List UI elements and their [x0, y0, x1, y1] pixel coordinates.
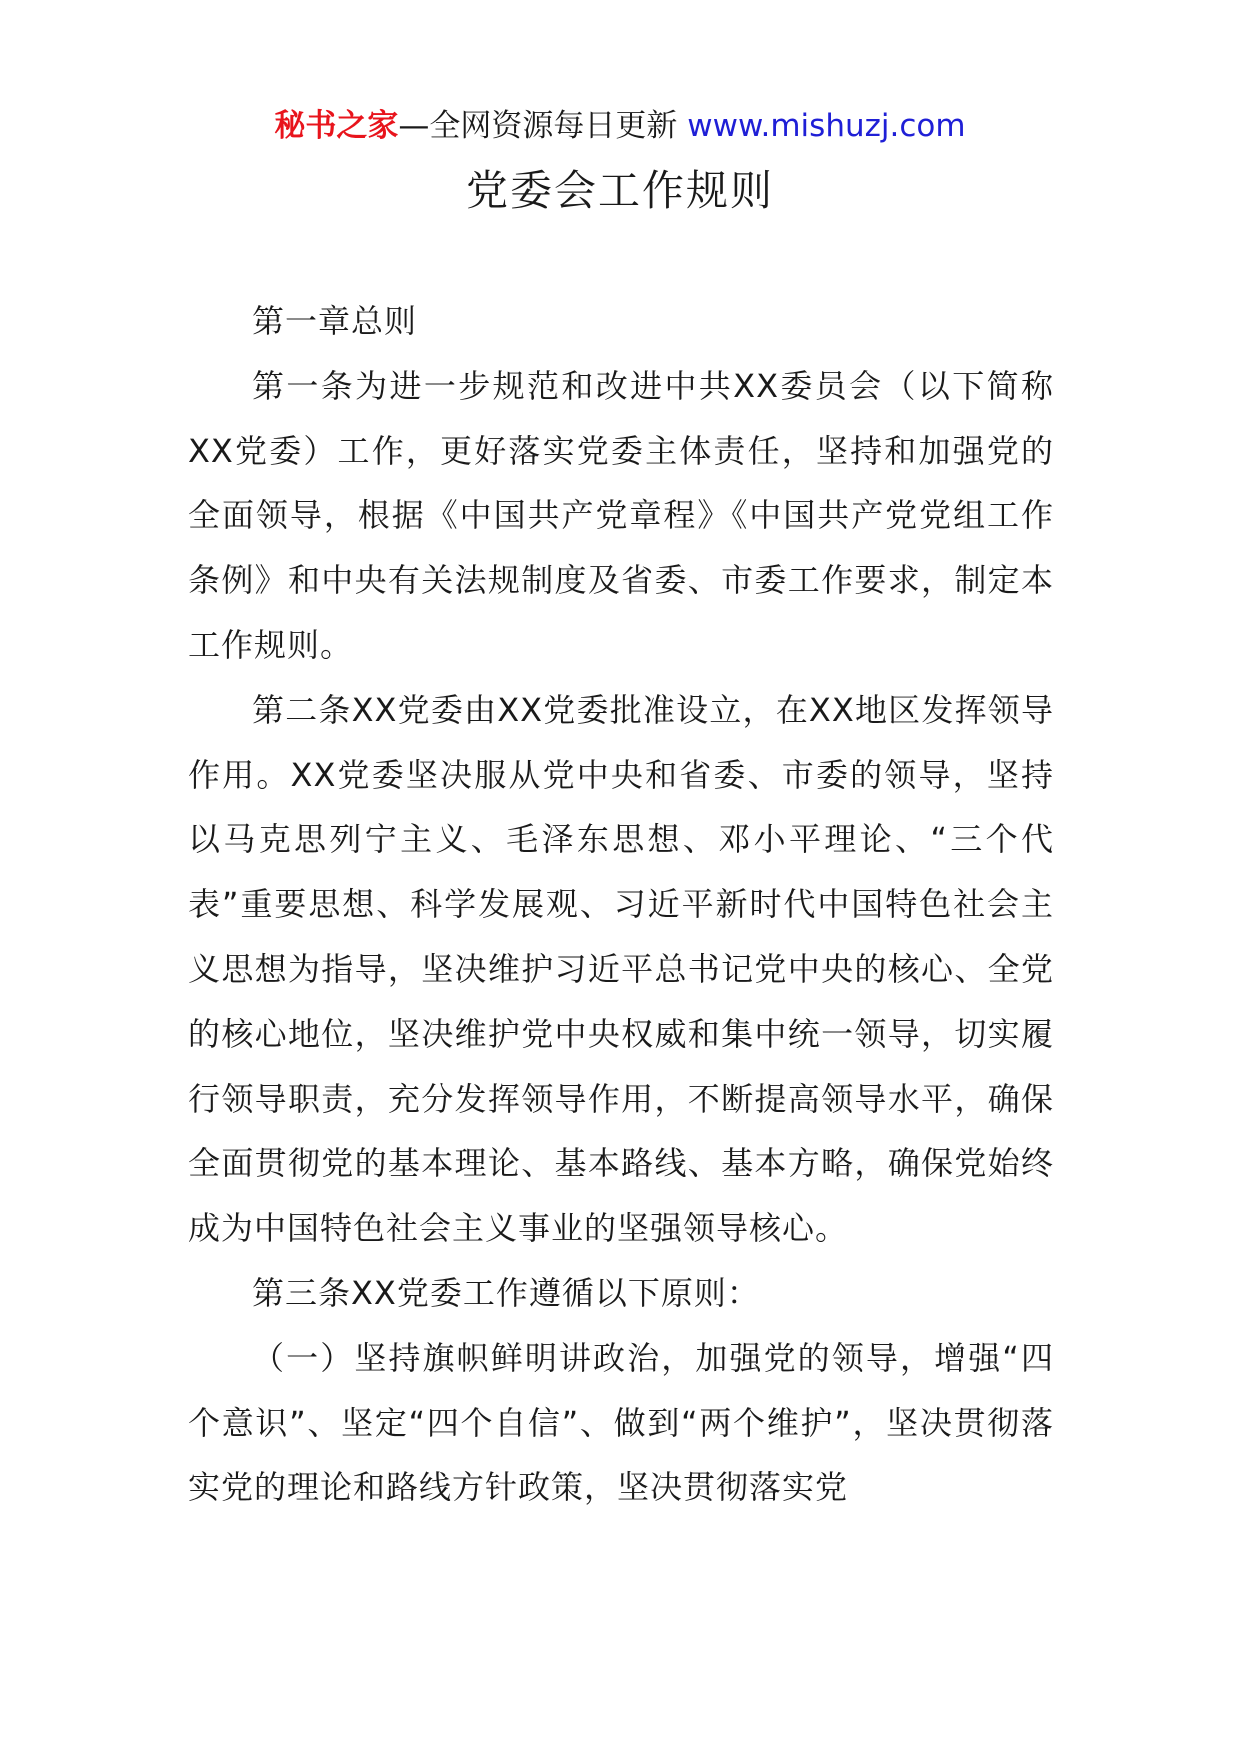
article-3-item-1: （一）坚持旗帜鲜明讲政治，加强党的领导，增强“四个意识”、坚定“四个自信”、做到“两个维护”，坚决贯彻落实党的理论和路线方针政策，坚决贯彻落实党 — [188, 1338, 1054, 1507]
site-brand: 秘书之家 — [274, 108, 399, 144]
article-3: 第三条XX党委工作遵循以下原则： — [252, 1273, 760, 1312]
document-body — [188, 289, 1054, 1520]
chapter-heading: 第一章总则 — [252, 302, 418, 340]
site-url-link[interactable]: www.mishuzj.com — [687, 108, 966, 144]
site-tagline: —全网资源每日更新 — [398, 108, 678, 144]
site-header — [0, 104, 1240, 148]
article-1: 第一条为进一步规范和改进中共XX委员会（以下简称XX党委）工作，更好落实党委主体责任，坚持和加强党的全面领导，根据《中国共产党章程》《中国共产党党组工作条例》和中央有关法规制度及省委、市委工作要求，制定本工作规则。 — [188, 366, 1054, 664]
document-title: 党委会工作规则 — [465, 166, 774, 215]
article-2: 第二条XX党委由XX党委批准设立，在XX地区发挥领导作用。XX党委坚决服从党中央和省委、市委的领导，坚持以马克思列宁主义、毛泽东思想、邓小平理论、“三个代表”重要思想、科学发展观、习近平新时代中国特色社会主义思想为指导，坚决维护习近平总书记党中央的核心、全党的核心地位，坚决维护党中央权威和集中统一领导，切实履行领导职责，充分发挥领导作用，不断提高领导水平，确保全面贯彻党的基本理论、基本路线、基本方略，确保党始终成为中国特色社会主义事业的坚强领导核心。 — [188, 690, 1054, 1248]
